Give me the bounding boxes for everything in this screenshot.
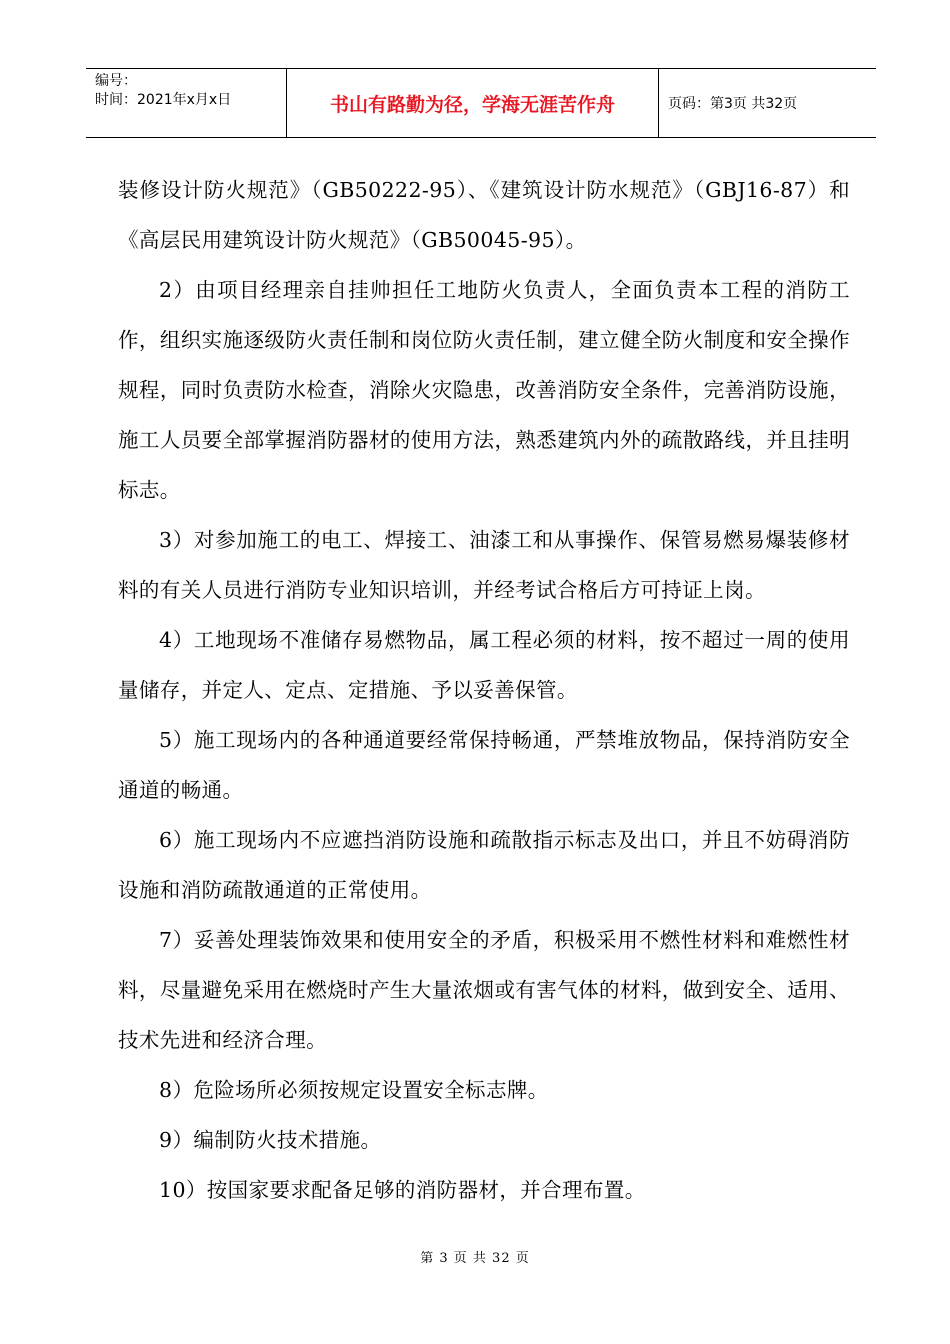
header-info-cell	[86, 69, 287, 137]
document-header	[86, 68, 876, 138]
paragraph-item-10: 10）按国家要求配备足够的消防器材，并合理布置。	[159, 1178, 646, 1202]
document-time-label: 时间：2021年x月x日	[95, 92, 232, 108]
paragraph-item-3: 3）对参加施工的电工、焊接工、油漆工和从事操作、保管易燃易爆装修材料的有关人员进行消防专业知识培训，并经考试合格后方可持证上岗。	[118, 528, 850, 602]
paragraph-item-4: 4）工地现场不准储存易燃物品，属工程必须的材料，按不超过一周的使用量储存，并定人、定点、定措施、予以妥善保管。	[118, 628, 850, 702]
document-number-label: 编号：	[95, 73, 137, 89]
paragraph-item-5: 5）施工现场内的各种通道要经常保持畅通，严禁堆放物品，保持消防安全通道的畅通。	[118, 728, 850, 802]
page-footer: 第 3 页 共 32 页	[420, 1251, 530, 1266]
paragraph-item-9: 9）编制防火技术措施。	[159, 1128, 382, 1152]
paragraph-item-8: 8）危险场所必须按规定设置安全标志牌。	[159, 1078, 549, 1102]
paragraph-item-6: 6）施工现场内不应遮挡消防设施和疏散指示标志及出口，并且不妨碍消防设施和消防疏散通道的正常使用。	[118, 828, 850, 902]
paragraph-item-2: 2）由项目经理亲自挂帅担任工地防火负责人，全面负责本工程的消防工作，组织实施逐级防火责任制和岗位防火责任制，建立健全防火制度和安全操作规程，同时负责防水检查，消除火灾隐患，改善消防安全条件，完善消防设施，施工人员要全部掌握消防器材的使用方法，熟悉建筑内外的疏散路线，并且挂明标志。	[118, 278, 850, 502]
document-body	[118, 165, 850, 1215]
header-page-label: 页码：第3页 共32页	[668, 96, 798, 112]
header-motto: 书山有路勤为径，学海无涯苦作舟	[287, 69, 659, 137]
paragraph-item-7: 7）妥善处理装饰效果和使用安全的矛盾，积极采用不燃性材料和难燃性材料，尽量避免采用在燃烧时产生大量浓烟或有害气体的材料，做到安全、适用、技术先进和经济合理。	[118, 928, 850, 1052]
paragraph-continuation: 装修设计防火规范》（GB50222-95）、《建筑设计防水规范》（GBJ16-87）和《高层民用建筑设计防火规范》（GB50045-95）。	[118, 178, 850, 252]
